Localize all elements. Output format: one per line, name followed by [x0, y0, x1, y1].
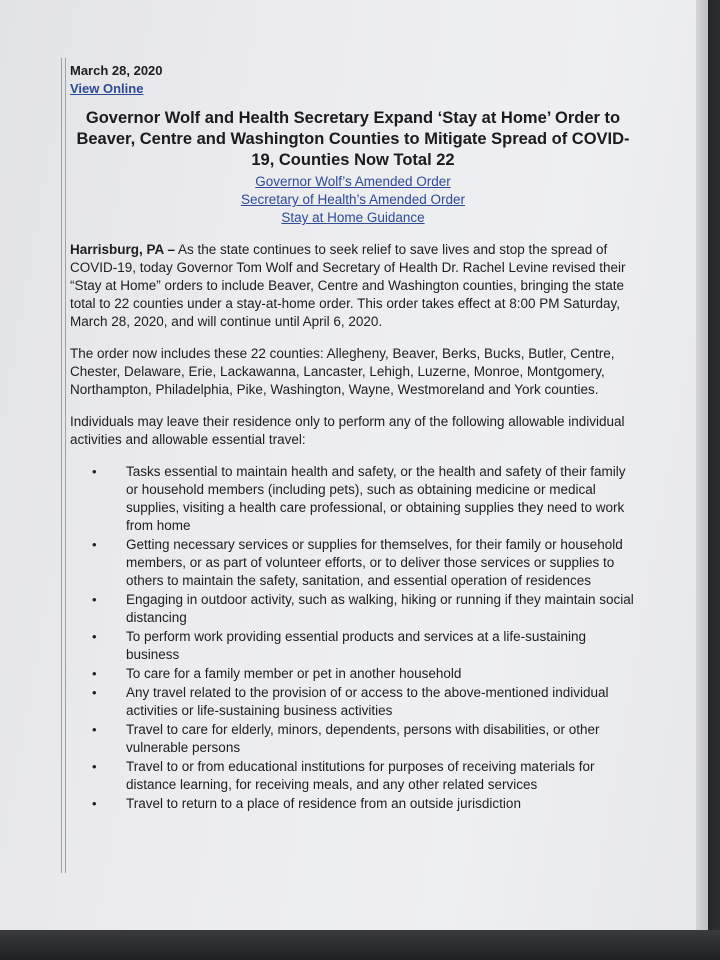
bullet-icon: •: [92, 592, 97, 607]
stay-at-home-guidance-link[interactable]: Stay at Home Guidance: [281, 210, 425, 225]
order-links: [70, 173, 636, 227]
list-item: [92, 758, 636, 794]
list-item: [92, 665, 636, 683]
intro-paragraph: [70, 241, 636, 331]
list-item: [92, 536, 636, 590]
list-item-text: Travel to care for elderly, minors, dependents, persons with disabilities, or other vulnerable persons: [126, 722, 600, 755]
paper-edge: [696, 0, 708, 930]
bullet-icon: •: [92, 629, 97, 644]
activities-intro: Individuals may leave their residence only to perform any of the following allowable individual activities and allowable essential travel:: [70, 414, 625, 447]
bullet-icon: •: [92, 464, 97, 479]
view-online-link[interactable]: View Online: [70, 81, 144, 96]
list-item-text: Any travel related to the provision of or access to the above-mentioned individual activities or life-sustaining business activities: [126, 685, 609, 718]
release-date: March 28, 2020: [70, 63, 163, 78]
list-item-text: Travel to return to a place of residence from an outside jurisdiction: [126, 796, 521, 811]
bullet-icon: •: [92, 666, 97, 681]
bullet-icon: •: [92, 759, 97, 774]
bullet-icon: •: [92, 722, 97, 737]
governor-amended-order-link[interactable]: Governor Wolf’s Amended Order: [255, 174, 451, 189]
counties-paragraph: The order now includes these 22 counties: Allegheny, Beaver, Berks, Bucks, Butler, Centre, Chester, Delaware, Erie, Lackawanna, Lancaster, Lehigh, Luzerne, Monroe, Montgomery, Northampton, Philadelphia, Pike, Washington, Wayne, Westmoreland and York counties.: [70, 346, 615, 397]
list-item-text: Tasks essential to maintain health and safety, or the health and safety of their family or household members (including pets), such as obtaining medicine or medical supplies, visiting a health care professional, or obtaining supplies they need to work from home: [126, 464, 626, 533]
bullet-icon: •: [92, 685, 97, 700]
list-item: [92, 684, 636, 720]
list-item: [92, 795, 636, 813]
list-item-text: Travel to or from educational institutions for purposes of receiving materials for distance learning, for receiving meals, and any other related services: [126, 759, 595, 792]
list-item: [92, 591, 636, 627]
bullet-icon: •: [92, 537, 97, 552]
bullet-icon: •: [92, 796, 97, 811]
press-release: [70, 62, 636, 814]
list-item-text: Getting necessary services or supplies for themselves, for their family or household members, or as part of volunteer efforts, or to deliver those services or supplies to others to maintain the safety, sanitation, and essential operation of residences: [126, 537, 623, 588]
secretary-amended-order-link[interactable]: Secretary of Health’s Amended Order: [240, 192, 466, 207]
allowed-activities-list: [70, 463, 636, 813]
intro-text: As the state continues to seek relief to save lives and stop the spread of COVID-19, today Governor Tom Wolf and Secretary of Health Dr. Rachel Levine revised their “Stay at Home” orders to include Beaver, Centre and Washington counties, bringing the state total to 22 counties under a stay-at-home order. This order takes effect at 8:00 PM Saturday, March 28, 2020, and will continue until April 6, 2020.: [70, 242, 626, 329]
margin-rule: [61, 58, 66, 873]
list-item: [92, 463, 636, 535]
table-surface: [0, 930, 720, 960]
list-item-text: Engaging in outdoor activity, such as walking, hiking or running if they maintain social distancing: [126, 592, 634, 625]
headline: Governor Wolf and Health Secretary Expand ‘Stay at Home’ Order to Beaver, Centre and Washington Counties to Mitigate Spread of COVID-19, Counties Now Total 22: [76, 109, 630, 169]
list-item: [92, 721, 636, 757]
dateline: Harrisburg, PA –: [70, 242, 176, 257]
list-item-text: To perform work providing essential products and services at a life-sustaining business: [126, 629, 586, 662]
list-item-text: To care for a family member or pet in another household: [126, 666, 462, 681]
list-item: [92, 628, 636, 664]
